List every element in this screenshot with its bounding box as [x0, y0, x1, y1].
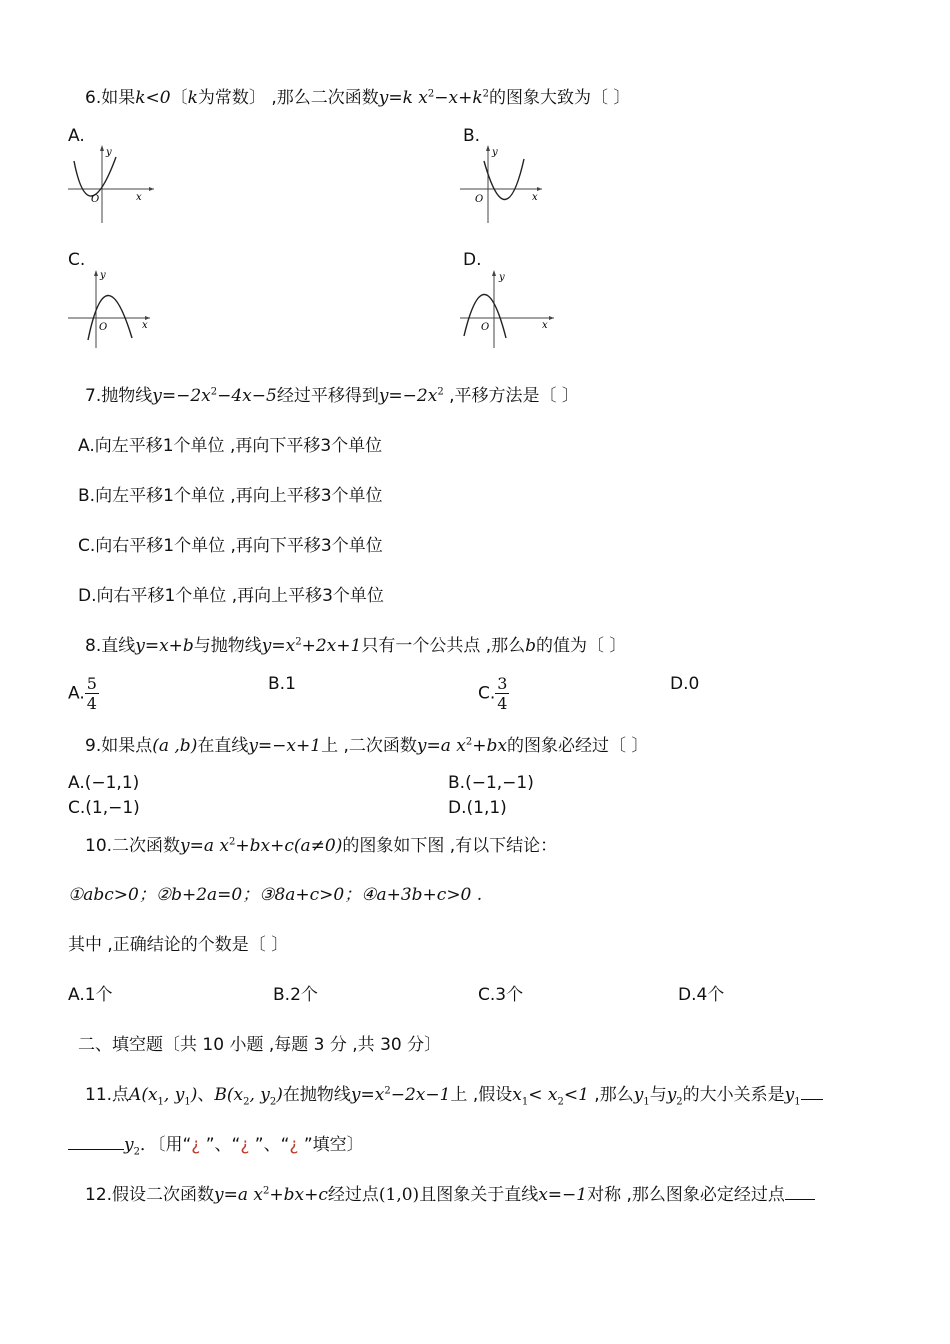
x-axis-label: x: [136, 192, 142, 203]
q9-option-d[interactable]: D.(1,1): [448, 798, 507, 818]
q7-option-a[interactable]: A.向左平移1个单位 ,再向下平移3个单位: [78, 436, 383, 456]
answer-blank[interactable]: [785, 1183, 815, 1200]
y-arrow-icon: [100, 145, 104, 151]
q6-option-c-label[interactable]: C.: [68, 250, 86, 270]
q12-stem: 12.假设二次函数y=a $x^2+bx+c$经过点(1,0)且图象关于直线x=−1对称 ,那么图象必定经过点: [85, 1183, 815, 1207]
x-arrow-icon: [537, 187, 542, 191]
y-axis-label: y: [106, 147, 112, 158]
x-axis-label: x: [142, 320, 148, 331]
q6-graph-d: [458, 268, 558, 350]
q6-graph-b: [458, 143, 550, 225]
q7-option-b[interactable]: B.向左平移1个单位 ,再向上平移3个单位: [78, 486, 383, 506]
origin-label: O: [475, 194, 484, 205]
q9-option-c[interactable]: C.(1,−1): [68, 798, 140, 818]
y-arrow-icon: [486, 145, 490, 151]
parabola-curve: [74, 157, 116, 196]
q7-option-c[interactable]: C.向右平移1个单位 ,再向下平移3个单位: [78, 536, 383, 556]
answer-blank[interactable]: [801, 1083, 823, 1100]
q8-option-d[interactable]: D.0: [670, 674, 700, 694]
origin-label: O: [481, 322, 490, 333]
q9-stem: 9.如果点(a ,b)在直线y=−x+1上 ,二次函数y=a $x^2+bx$的图象必经过〔 〕: [85, 736, 649, 756]
q6-stem: 6.如果k<0〔k为常数〕 ,那么二次函数y=k $x^2-x+k^2$的图象大致为〔 〕: [85, 88, 631, 108]
parabola-curve: [484, 159, 524, 200]
q11-line2: $y_2$．〔用“¿ ”、“¿ ”、“¿ ”填空〕: [68, 1133, 364, 1157]
y-axis-label: y: [492, 147, 498, 158]
x-axis-label: x: [532, 192, 538, 203]
y-arrow-icon: [492, 270, 496, 276]
origin-label: O: [99, 322, 108, 333]
q10-option-c[interactable]: C.3个: [478, 985, 524, 1005]
section-heading: 二、填空题〔共 10 小题 ,每题 3 分 ,共 30 分〕: [78, 1035, 442, 1055]
x-arrow-icon: [549, 316, 554, 320]
q9-option-a[interactable]: A.(−1,1): [68, 773, 140, 793]
fraction: $\frac{3}{4}$: [497, 674, 508, 713]
q8-stem: 8.直线y=x+b与抛物线$y=x^2+2x+1$只有一个公共点 ,那么b的值为〔 〕: [85, 636, 627, 656]
q7-stem: 7.抛物线$y=-2x^2-4x-5$经过平移得到$y=-2x^2$ ,平移方法是〔 〕: [85, 386, 579, 406]
x-arrow-icon: [149, 187, 154, 191]
q6-option-d-label[interactable]: D.: [463, 250, 482, 270]
q6-graph-c: [66, 268, 158, 350]
q10-conclusions: ①abc>0；②b+2a=0；③8a+c>0；④a+3b+c>0 .: [68, 885, 483, 905]
q8-option-c[interactable]: C. $\frac{3}{4}$: [478, 674, 508, 713]
fraction: $\frac{5}{4}$: [86, 674, 97, 713]
y-arrow-icon: [94, 270, 98, 276]
q10-stem: 10.二次函数y=a $x^2+bx+c(a\ne 0)$的图象如下图 ,有以下结论：: [85, 836, 558, 856]
q8-option-b[interactable]: B.1: [268, 674, 296, 694]
q7-option-d[interactable]: D.向右平移1个单位 ,再向上平移3个单位: [78, 586, 384, 606]
q10-option-a[interactable]: A.1个: [68, 985, 113, 1005]
q9-option-b[interactable]: B.(−1,−1): [448, 773, 534, 793]
q6-option-a-label[interactable]: A.: [68, 126, 85, 146]
x-axis-label: x: [542, 320, 548, 331]
answer-blank[interactable]: [68, 1133, 124, 1150]
q6-graph-a: [66, 143, 158, 225]
q10-option-b[interactable]: B.2个: [273, 985, 318, 1005]
q8-option-a[interactable]: A. $\frac{5}{4}$: [68, 674, 97, 713]
origin-label: O: [91, 194, 100, 205]
q10-question: 其中 ,正确结论的个数是〔 〕: [68, 935, 289, 955]
q6-option-b-label[interactable]: B.: [463, 126, 481, 146]
y-axis-label: y: [100, 270, 106, 281]
q10-option-d[interactable]: D.4个: [678, 985, 725, 1005]
y-axis-label: y: [499, 272, 505, 283]
q11-stem: 11.点$A(x_1$, $y_1$)、$B(x_2$, $y_2$)在抛物线$y=x^2-2x-1$上 ,假设$x_1< x_2<1$ ,那么$y_1$与$y_2$的大小关系是$y_1$: [85, 1083, 823, 1107]
